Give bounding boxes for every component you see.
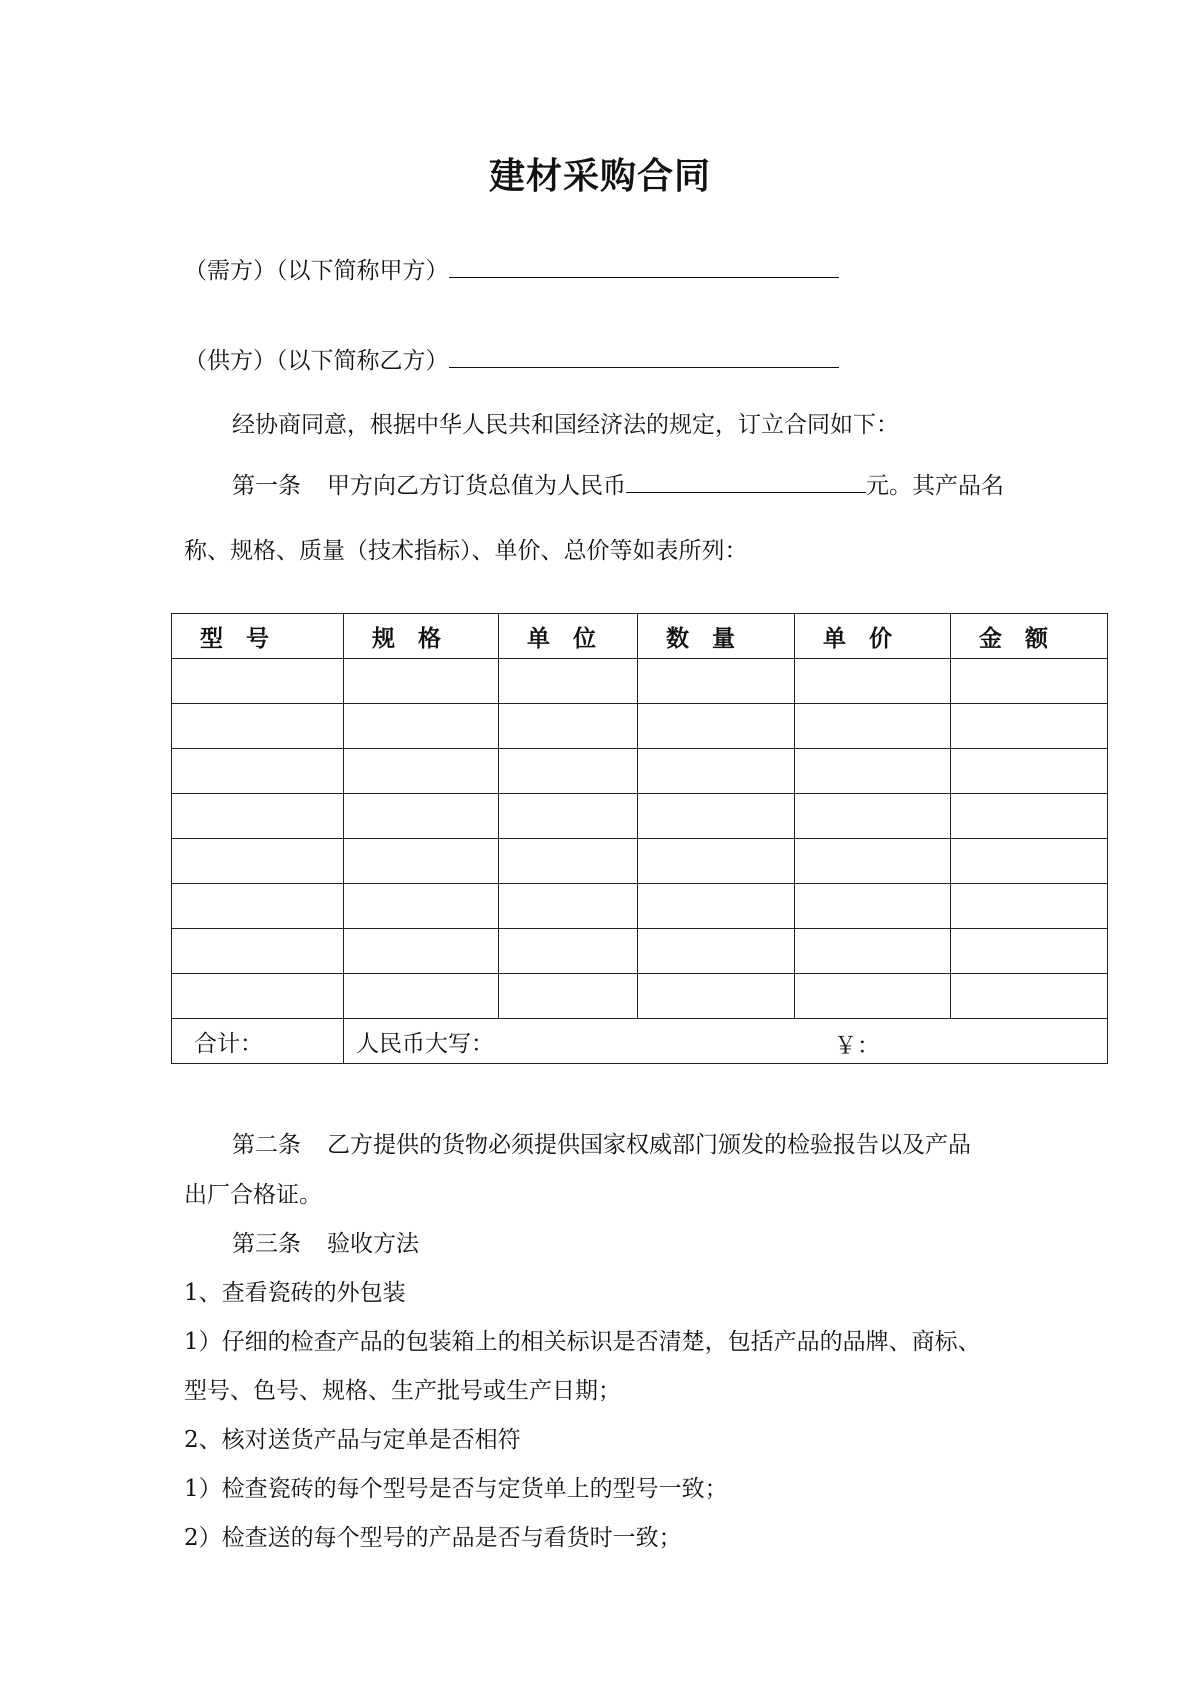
table-cell[interactable] bbox=[638, 884, 795, 929]
table-cell[interactable] bbox=[638, 749, 795, 794]
table-cell[interactable] bbox=[344, 929, 499, 974]
table-row bbox=[172, 749, 1108, 794]
header-amount: 金 额 bbox=[951, 614, 1108, 659]
article-3 bbox=[232, 1229, 419, 1259]
header-spec: 规 格 bbox=[344, 614, 499, 659]
table-total-row bbox=[172, 1019, 1108, 1064]
table-cell[interactable] bbox=[795, 884, 951, 929]
header-model: 型 号 bbox=[172, 614, 344, 659]
article-2-prefix: 第二条 bbox=[232, 1132, 301, 1158]
table-cell[interactable] bbox=[172, 839, 344, 884]
table-cell[interactable] bbox=[499, 839, 638, 884]
table-cell[interactable] bbox=[795, 794, 951, 839]
table-cell[interactable] bbox=[172, 659, 344, 704]
table-cell[interactable] bbox=[172, 704, 344, 749]
table-cell[interactable] bbox=[172, 929, 344, 974]
article-2-continued: 出厂合格证。 bbox=[184, 1182, 322, 1208]
table-cell[interactable] bbox=[344, 794, 499, 839]
table-cell[interactable] bbox=[951, 704, 1108, 749]
table-cell[interactable] bbox=[951, 974, 1108, 1019]
table-cell[interactable] bbox=[638, 704, 795, 749]
table-row bbox=[172, 794, 1108, 839]
product-table bbox=[171, 613, 1108, 1064]
clause-1-1-continued: 型号、色号、规格、生产批号或生产日期； bbox=[184, 1378, 621, 1404]
table-row bbox=[172, 884, 1108, 929]
clause-2-1: 1）检查瓷砖的每个型号是否与定货单上的型号一致； bbox=[184, 1476, 728, 1502]
table-cell[interactable] bbox=[795, 929, 951, 974]
article-2 bbox=[232, 1130, 971, 1160]
seller-line bbox=[184, 345, 839, 376]
table-row bbox=[172, 974, 1108, 1019]
clause-1-1: 1）仔细的检查产品的包装箱上的相关标识是否清楚，包括产品的品牌、商标、 bbox=[184, 1329, 981, 1355]
table-row bbox=[172, 704, 1108, 749]
seller-blank[interactable] bbox=[449, 345, 839, 368]
table-cell[interactable] bbox=[638, 659, 795, 704]
article-3-text: 验收方法 bbox=[327, 1231, 419, 1257]
table-cell[interactable] bbox=[499, 929, 638, 974]
article-1-text-a: 甲方向乙方订货总值为人民币 bbox=[327, 473, 626, 499]
clause-2: 2、核对送货产品与定单是否相符 bbox=[184, 1427, 521, 1453]
buyer-label: （需方）（以下简称甲方） bbox=[184, 258, 449, 284]
table-cell[interactable] bbox=[951, 839, 1108, 884]
article-1-prefix: 第一条 bbox=[232, 473, 301, 499]
table-header-row bbox=[172, 614, 1108, 659]
article-1-continued: 称、规格、质量（技术指标）、单价、总价等如表所列： bbox=[184, 538, 748, 564]
table-cell[interactable] bbox=[795, 749, 951, 794]
table-cell[interactable] bbox=[344, 839, 499, 884]
table-cell[interactable] bbox=[344, 749, 499, 794]
article-1-text-b: 元。其产品名 bbox=[866, 473, 1004, 499]
document-title: 建材采购合同 bbox=[488, 155, 711, 197]
table-cell[interactable] bbox=[499, 704, 638, 749]
article-1 bbox=[232, 470, 1004, 501]
table-cell[interactable] bbox=[795, 974, 951, 1019]
total-label: 合计： bbox=[172, 1019, 344, 1064]
table-cell[interactable] bbox=[499, 884, 638, 929]
buyer-blank[interactable] bbox=[449, 255, 839, 278]
table-row bbox=[172, 929, 1108, 974]
article-2-text: 乙方提供的货物必须提供国家权威部门颁发的检验报告以及产品 bbox=[327, 1132, 971, 1158]
seller-label: （供方）（以下简称乙方） bbox=[184, 348, 449, 374]
header-quantity: 数 量 bbox=[638, 614, 795, 659]
total-amount-cell[interactable] bbox=[344, 1019, 1108, 1064]
buyer-line bbox=[184, 255, 839, 286]
header-unit: 单 位 bbox=[499, 614, 638, 659]
table-cell[interactable] bbox=[172, 794, 344, 839]
table-row bbox=[172, 839, 1108, 884]
clause-1: 1、查看瓷砖的外包装 bbox=[184, 1280, 406, 1306]
table-cell[interactable] bbox=[951, 929, 1108, 974]
total-value-blank[interactable] bbox=[626, 470, 866, 493]
table-cell[interactable] bbox=[499, 659, 638, 704]
table-cell[interactable] bbox=[499, 794, 638, 839]
total-yen-label: ￥： bbox=[834, 1033, 880, 1059]
table-cell[interactable] bbox=[344, 659, 499, 704]
table-cell[interactable] bbox=[795, 704, 951, 749]
table-cell[interactable] bbox=[951, 749, 1108, 794]
table-cell[interactable] bbox=[638, 929, 795, 974]
table-cell[interactable] bbox=[172, 974, 344, 1019]
table-cell[interactable] bbox=[499, 974, 638, 1019]
table-cell[interactable] bbox=[638, 974, 795, 1019]
table-cell[interactable] bbox=[344, 884, 499, 929]
table-row bbox=[172, 659, 1108, 704]
table-cell[interactable] bbox=[951, 884, 1108, 929]
header-unit-price: 单 价 bbox=[795, 614, 951, 659]
table-cell[interactable] bbox=[795, 659, 951, 704]
table-cell[interactable] bbox=[951, 659, 1108, 704]
table-cell[interactable] bbox=[795, 839, 951, 884]
intro-paragraph: 经协商同意，根据中华人民共和国经济法的规定，订立合同如下： bbox=[232, 412, 899, 438]
table-cell[interactable] bbox=[344, 704, 499, 749]
table-cell[interactable] bbox=[638, 794, 795, 839]
table-cell[interactable] bbox=[499, 749, 638, 794]
table-cell[interactable] bbox=[344, 974, 499, 1019]
clause-2-2: 2）检查送的每个型号的产品是否与看货时一致； bbox=[184, 1525, 682, 1551]
article-3-prefix: 第三条 bbox=[232, 1231, 301, 1257]
table-cell[interactable] bbox=[638, 839, 795, 884]
total-rmb-label: 人民币大写： bbox=[356, 1030, 494, 1057]
table-cell[interactable] bbox=[951, 794, 1108, 839]
table-cell[interactable] bbox=[172, 884, 344, 929]
table-cell[interactable] bbox=[172, 749, 344, 794]
